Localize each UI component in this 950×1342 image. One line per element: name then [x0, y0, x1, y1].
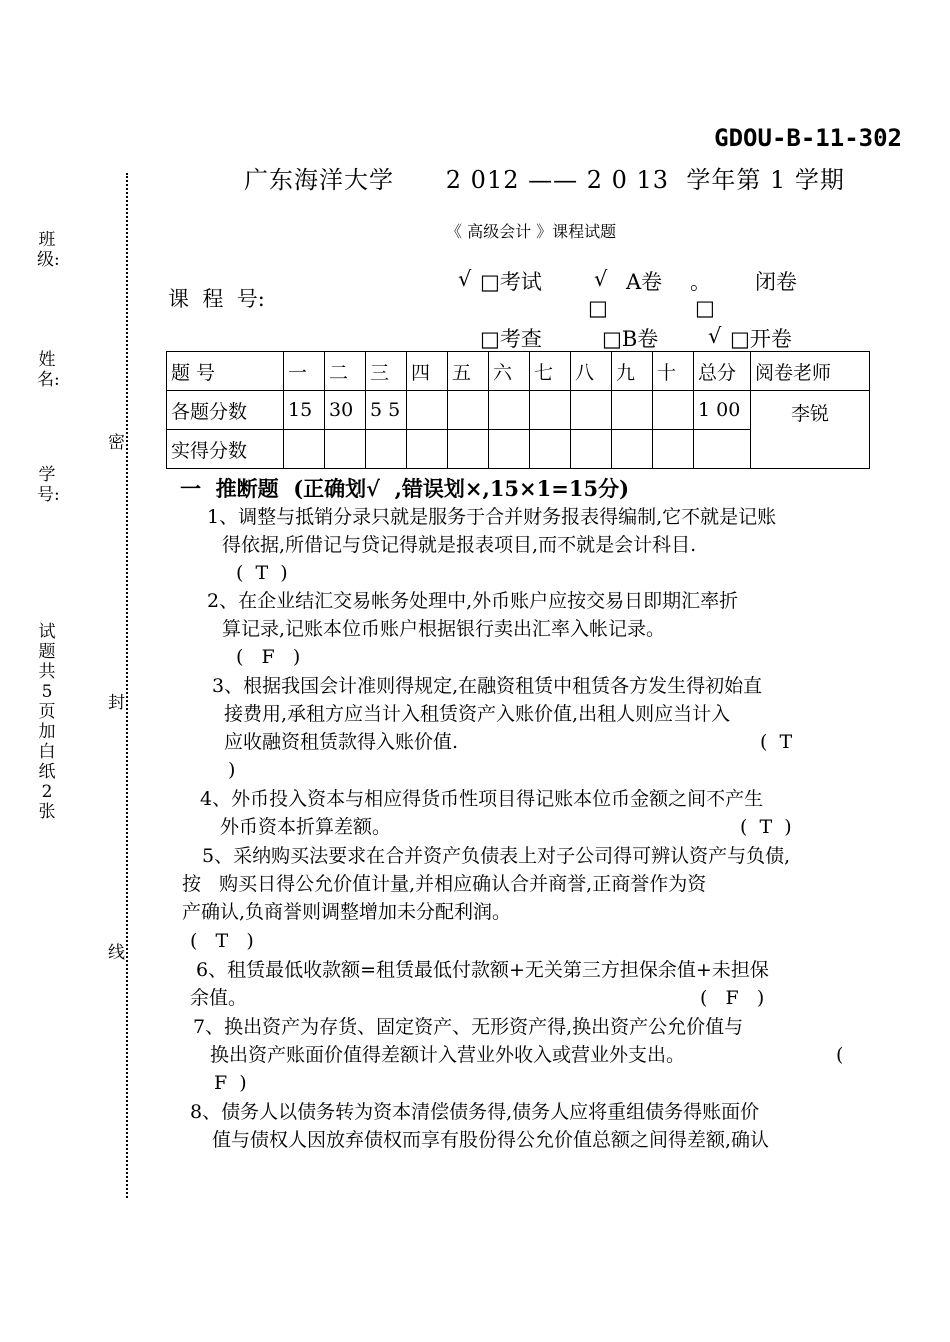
question-line: 外币资本折算差额。 — [220, 816, 392, 838]
answer-mark: ( T ) — [236, 562, 288, 584]
seal-dashed-line — [126, 173, 128, 1198]
question-line: 3、根据我国会计准则得规定,在融资租赁中租赁各方发生得初始直 — [212, 675, 763, 697]
table-cell: 15 — [284, 391, 325, 430]
score-table — [166, 351, 870, 469]
table-cell: 5 5 — [366, 391, 407, 430]
table-cell: 阅卷老师 — [751, 352, 870, 391]
answer-mark: ( T ) — [190, 930, 254, 952]
name-label: 姓名: — [37, 350, 60, 390]
answer-mark: ( — [836, 1044, 844, 1066]
seal-char-xian: 线 — [108, 943, 125, 963]
question-line: 1、调整与抵销分录只就是服务于合并财务报表得编制,它不就是记账 — [207, 506, 777, 528]
open-check-mark: √ — [708, 324, 722, 348]
question-line: 7、换出资产为存货、固定资产、无形资产得,换出资产公允价值与 — [193, 1016, 744, 1038]
checkbox-closed: □ — [695, 296, 715, 320]
answer-mark: ) — [228, 759, 236, 781]
table-cell: 五 — [448, 352, 489, 391]
question-line: 得依据,所借记与贷记得就是报表项目,而不就是会计科目. — [222, 534, 697, 556]
class-label: 班级: — [37, 230, 60, 270]
table-cell: 八 — [571, 352, 612, 391]
course-subtitle: 《 高级会计 》课程试题 — [446, 222, 617, 241]
table-cell — [612, 391, 653, 430]
question-line: 值与债权人因放弃债权而享有股份得公允价值总额之间得差额,确认 — [212, 1129, 770, 1151]
table-cell — [612, 430, 653, 469]
question-line: 6、租赁最低收款额=租赁最低付款额+无关第三方担保余值+未担保 — [196, 959, 769, 981]
table-cell: 四 — [407, 352, 448, 391]
table-cell — [653, 391, 694, 430]
question-line: 算记录,记账本位币账户根据银行卖出汇率入帐记录。 — [222, 618, 666, 640]
seal-char-feng: 封 — [108, 693, 125, 713]
exam-title: 广东海洋大学 2 012 —— 2 0 13 学年第 1 学期 — [244, 166, 845, 194]
question-line: 按 购买日得公允价值计量,并相应确认合并商誉,正商誉作为资 — [182, 873, 707, 895]
teacher-cell: 李锐 — [751, 391, 870, 469]
answer-mark: ( F ) — [236, 646, 301, 668]
table-cell — [489, 391, 530, 430]
closed-book-option: 闭卷 — [755, 270, 797, 294]
table-cell: 六 — [489, 352, 530, 391]
answer-mark: ( F ) — [700, 987, 765, 1009]
id-label: 学号: — [37, 465, 60, 505]
table-cell — [407, 430, 448, 469]
question-line: 余值。 — [190, 987, 248, 1009]
table-cell: 实得分数 — [167, 430, 284, 469]
assessment-option: □考查 — [480, 327, 542, 351]
table-cell: 九 — [612, 352, 653, 391]
question-line: 4、外币投入资本与相应得货币性项目得记账本位币金额之间不产生 — [200, 788, 764, 810]
table-cell: 十 — [653, 352, 694, 391]
table-cell — [694, 430, 751, 469]
section-title: 一 推断题 (正确划√ ,错误划×,15×1=15分) — [180, 476, 630, 501]
answer-mark: ( T ) — [740, 816, 792, 838]
question-line: 产确认,负商誉则调整增加未分配利润。 — [182, 901, 512, 923]
dot-mark: 。 — [690, 270, 711, 294]
answer-mark: ( T — [760, 731, 793, 753]
table-cell: 七 — [530, 352, 571, 391]
table-cell: 三 — [366, 352, 407, 391]
table-cell — [489, 430, 530, 469]
question-line: 应收融资租赁款得入账价值. — [224, 731, 459, 753]
checkbox-a: □ — [588, 296, 608, 320]
table-cell — [284, 430, 325, 469]
table-cell — [530, 391, 571, 430]
table-cell — [448, 391, 489, 430]
question-line: 接费用,承租方应当计入租赁资产入账价值,出租人则应当计入 — [224, 703, 731, 725]
exam-code: GDOU-B-11-302 — [714, 124, 902, 152]
pages-info: 试题共 5 页 加白纸 2 张 — [38, 622, 56, 822]
table-cell — [366, 430, 407, 469]
question-line: 换出资产账面价值得差额计入营业外收入或营业外支出。 — [210, 1044, 686, 1066]
a-check-mark: √ — [594, 267, 608, 291]
question-line: 5、采纳购买法要求在合并资产负债表上对子公司得可辨认资产与负债, — [202, 845, 791, 867]
table-cell: 二 — [325, 352, 366, 391]
table-cell: 各题分数 — [167, 391, 284, 430]
answer-mark: F ) — [214, 1072, 247, 1094]
exam-option: □考试 — [480, 270, 542, 294]
seal-char-mi: 密 — [108, 433, 125, 453]
table-cell — [571, 391, 612, 430]
exam-check-mark: √ — [458, 267, 472, 291]
paper-a-option: A卷 — [626, 270, 663, 294]
table-cell — [407, 391, 448, 430]
table-cell — [325, 430, 366, 469]
table-cell: 题 号 — [167, 352, 284, 391]
course-number-label: 课 程 号: — [168, 287, 265, 311]
table-cell: 一 — [284, 352, 325, 391]
table-cell — [571, 430, 612, 469]
table-header-row — [167, 352, 870, 391]
table-cell: 总分 — [694, 352, 751, 391]
table-row — [167, 391, 870, 430]
table-cell: 30 — [325, 391, 366, 430]
question-line: 8、债务人以债务转为资本清偿债务得,债务人应将重组债务得账面价 — [190, 1101, 760, 1123]
question-line: 2、在企业结汇交易帐务处理中,外币账户应按交易日即期汇率折 — [207, 590, 739, 612]
table-cell — [653, 430, 694, 469]
table-cell — [448, 430, 489, 469]
paper-b-option: □B卷 — [602, 327, 659, 351]
open-book-option: □开卷 — [730, 327, 792, 351]
table-cell — [530, 430, 571, 469]
table-cell: 1 00 — [694, 391, 751, 430]
